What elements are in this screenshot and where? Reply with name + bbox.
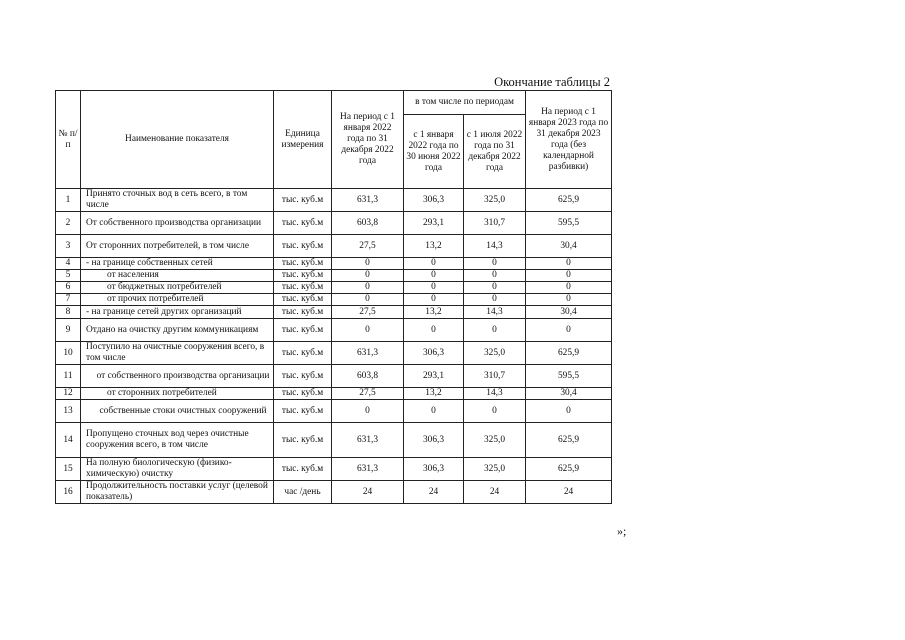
cell-value-h2-2022: 14,3 [464, 235, 526, 258]
cell-value-2023: 0 [526, 258, 612, 270]
table-row [56, 282, 612, 294]
table-row [56, 481, 612, 504]
cell-num: 8 [56, 306, 81, 319]
cell-value-h2-2022: 0 [464, 400, 526, 423]
cell-value-h1-2022: 0 [404, 270, 464, 282]
cell-value-2022: 0 [332, 400, 404, 423]
cell-value-h1-2022: 0 [404, 294, 464, 306]
cell-value-h1-2022: 0 [404, 258, 464, 270]
cell-num: 3 [56, 235, 81, 258]
col-header-incl-periods: в том числе по периодам [404, 91, 526, 115]
cell-name: - на границе сетей других организаций [81, 306, 274, 319]
cell-value-2022: 27,5 [332, 388, 404, 400]
cell-value-h1-2022: 0 [404, 319, 464, 342]
table-row [56, 189, 612, 212]
cell-unit: тыс. куб.м [274, 294, 332, 306]
table-row [56, 388, 612, 400]
cell-unit: час /день [274, 481, 332, 504]
cell-name: - на границе собственных сетей [81, 258, 274, 270]
cell-value-h2-2022: 14,3 [464, 388, 526, 400]
cell-name: Продолжительность поставки услуг (целевой показатель) [81, 481, 274, 504]
cell-num: 15 [56, 458, 81, 481]
cell-num: 5 [56, 270, 81, 282]
cell-value-h2-2022: 0 [464, 258, 526, 270]
cell-value-h1-2022: 0 [404, 400, 464, 423]
cell-value-2023: 0 [526, 282, 612, 294]
data-table [55, 90, 612, 504]
cell-value-h1-2022: 0 [404, 282, 464, 294]
cell-value-2023: 0 [526, 319, 612, 342]
cell-num: 13 [56, 400, 81, 423]
table-row [56, 212, 612, 235]
cell-value-h2-2022: 24 [464, 481, 526, 504]
cell-value-2023: 595,5 [526, 365, 612, 388]
cell-value-2022: 0 [332, 282, 404, 294]
cell-name: от прочих потребителей [81, 294, 274, 306]
cell-unit: тыс. куб.м [274, 423, 332, 458]
cell-value-2023: 625,9 [526, 423, 612, 458]
cell-name: от сторонних потребителей [81, 388, 274, 400]
table-row [56, 423, 612, 458]
col-header-period-2022: На период с 1 января 2022 года по 31 декабря 2022 года [332, 91, 404, 189]
col-header-period-2023: На период с 1 января 2023 года по 31 декабря 2023 года (без календарной разбивки) [526, 91, 612, 189]
cell-unit: тыс. куб.м [274, 319, 332, 342]
cell-unit: тыс. куб.м [274, 270, 332, 282]
cell-value-h2-2022: 0 [464, 319, 526, 342]
cell-value-2023: 30,4 [526, 235, 612, 258]
cell-value-2022: 27,5 [332, 306, 404, 319]
cell-value-h2-2022: 0 [464, 282, 526, 294]
col-header-half-1: с 1 января 2022 года по 30 июня 2022 года [404, 115, 464, 189]
cell-value-2022: 631,3 [332, 423, 404, 458]
cell-name: Принято сточных вод в сеть всего, в том числе [81, 189, 274, 212]
cell-value-2023: 24 [526, 481, 612, 504]
cell-num: 6 [56, 282, 81, 294]
cell-value-h1-2022: 306,3 [404, 458, 464, 481]
cell-value-2022: 0 [332, 294, 404, 306]
table-row [56, 306, 612, 319]
table-row [56, 294, 612, 306]
cell-value-h2-2022: 14,3 [464, 306, 526, 319]
cell-value-2023: 0 [526, 294, 612, 306]
col-header-half-2: с 1 июля 2022 года по 31 декабря 2022 года [464, 115, 526, 189]
cell-value-h1-2022: 306,3 [404, 189, 464, 212]
cell-name: От сторонних потребителей, в том числе [81, 235, 274, 258]
cell-value-h2-2022: 0 [464, 294, 526, 306]
cell-value-h1-2022: 306,3 [404, 423, 464, 458]
cell-value-h1-2022: 293,1 [404, 365, 464, 388]
cell-num: 1 [56, 189, 81, 212]
cell-value-2023: 625,9 [526, 458, 612, 481]
cell-unit: тыс. куб.м [274, 306, 332, 319]
cell-num: 16 [56, 481, 81, 504]
cell-value-2022: 631,3 [332, 189, 404, 212]
cell-unit: тыс. куб.м [274, 258, 332, 270]
cell-value-2023: 30,4 [526, 306, 612, 319]
cell-num: 10 [56, 342, 81, 365]
cell-unit: тыс. куб.м [274, 400, 332, 423]
table-body [56, 189, 612, 504]
cell-name: от бюджетных потребителей [81, 282, 274, 294]
cell-value-h1-2022: 306,3 [404, 342, 464, 365]
table-row [56, 235, 612, 258]
col-header-num: № п/п [56, 91, 81, 189]
cell-value-h1-2022: 13,2 [404, 388, 464, 400]
cell-value-2023: 625,9 [526, 342, 612, 365]
cell-unit: тыс. куб.м [274, 189, 332, 212]
cell-value-2022: 631,3 [332, 342, 404, 365]
cell-value-2022: 0 [332, 270, 404, 282]
table-row [56, 342, 612, 365]
cell-unit: тыс. куб.м [274, 365, 332, 388]
table-caption: Окончание таблицы 2 [494, 75, 610, 89]
table-row [56, 400, 612, 423]
cell-num: 14 [56, 423, 81, 458]
cell-num: 11 [56, 365, 81, 388]
cell-unit: тыс. куб.м [274, 212, 332, 235]
cell-value-h2-2022: 310,7 [464, 212, 526, 235]
closing-quote: »; [617, 524, 627, 538]
cell-value-h1-2022: 13,2 [404, 235, 464, 258]
cell-name: От собственного производства организации [81, 212, 274, 235]
cell-num: 9 [56, 319, 81, 342]
cell-num: 2 [56, 212, 81, 235]
cell-unit: тыс. куб.м [274, 282, 332, 294]
cell-name: Отдано на очистку другим коммуникациям [81, 319, 274, 342]
table-row [56, 270, 612, 282]
table-row [56, 258, 612, 270]
cell-value-2023: 30,4 [526, 388, 612, 400]
cell-name: Пропущено сточных вод через очистные сооружения всего, в том числе [81, 423, 274, 458]
cell-name: собственные стоки очистных сооружений [81, 400, 274, 423]
cell-value-h2-2022: 310,7 [464, 365, 526, 388]
cell-value-2022: 603,8 [332, 212, 404, 235]
cell-num: 12 [56, 388, 81, 400]
cell-value-h2-2022: 0 [464, 270, 526, 282]
table-row [56, 365, 612, 388]
cell-name: от собственного производства организации [81, 365, 274, 388]
cell-value-2022: 603,8 [332, 365, 404, 388]
cell-value-2022: 631,3 [332, 458, 404, 481]
cell-value-2022: 0 [332, 319, 404, 342]
cell-name: от населения [81, 270, 274, 282]
table-row [56, 458, 612, 481]
cell-value-h2-2022: 325,0 [464, 423, 526, 458]
cell-value-2022: 24 [332, 481, 404, 504]
cell-num: 4 [56, 258, 81, 270]
cell-name: На полную биологическую (физико-химическую) очистку [81, 458, 274, 481]
cell-value-2023: 0 [526, 270, 612, 282]
cell-unit: тыс. куб.м [274, 342, 332, 365]
cell-value-h1-2022: 24 [404, 481, 464, 504]
cell-unit: тыс. куб.м [274, 235, 332, 258]
cell-value-h1-2022: 293,1 [404, 212, 464, 235]
cell-value-h2-2022: 325,0 [464, 458, 526, 481]
cell-value-2022: 0 [332, 258, 404, 270]
cell-name: Поступило на очистные сооружения всего, в том числе [81, 342, 274, 365]
cell-num: 7 [56, 294, 81, 306]
cell-value-2023: 625,9 [526, 189, 612, 212]
cell-value-2022: 27,5 [332, 235, 404, 258]
cell-value-2023: 0 [526, 400, 612, 423]
col-header-unit: Единица измерения [274, 91, 332, 189]
cell-value-h2-2022: 325,0 [464, 189, 526, 212]
col-header-name: Наименование показателя [81, 91, 274, 189]
cell-unit: тыс. куб.м [274, 388, 332, 400]
cell-value-h1-2022: 13,2 [404, 306, 464, 319]
cell-value-2023: 595,5 [526, 212, 612, 235]
cell-unit: тыс. куб.м [274, 458, 332, 481]
cell-value-h2-2022: 325,0 [464, 342, 526, 365]
table-row [56, 319, 612, 342]
